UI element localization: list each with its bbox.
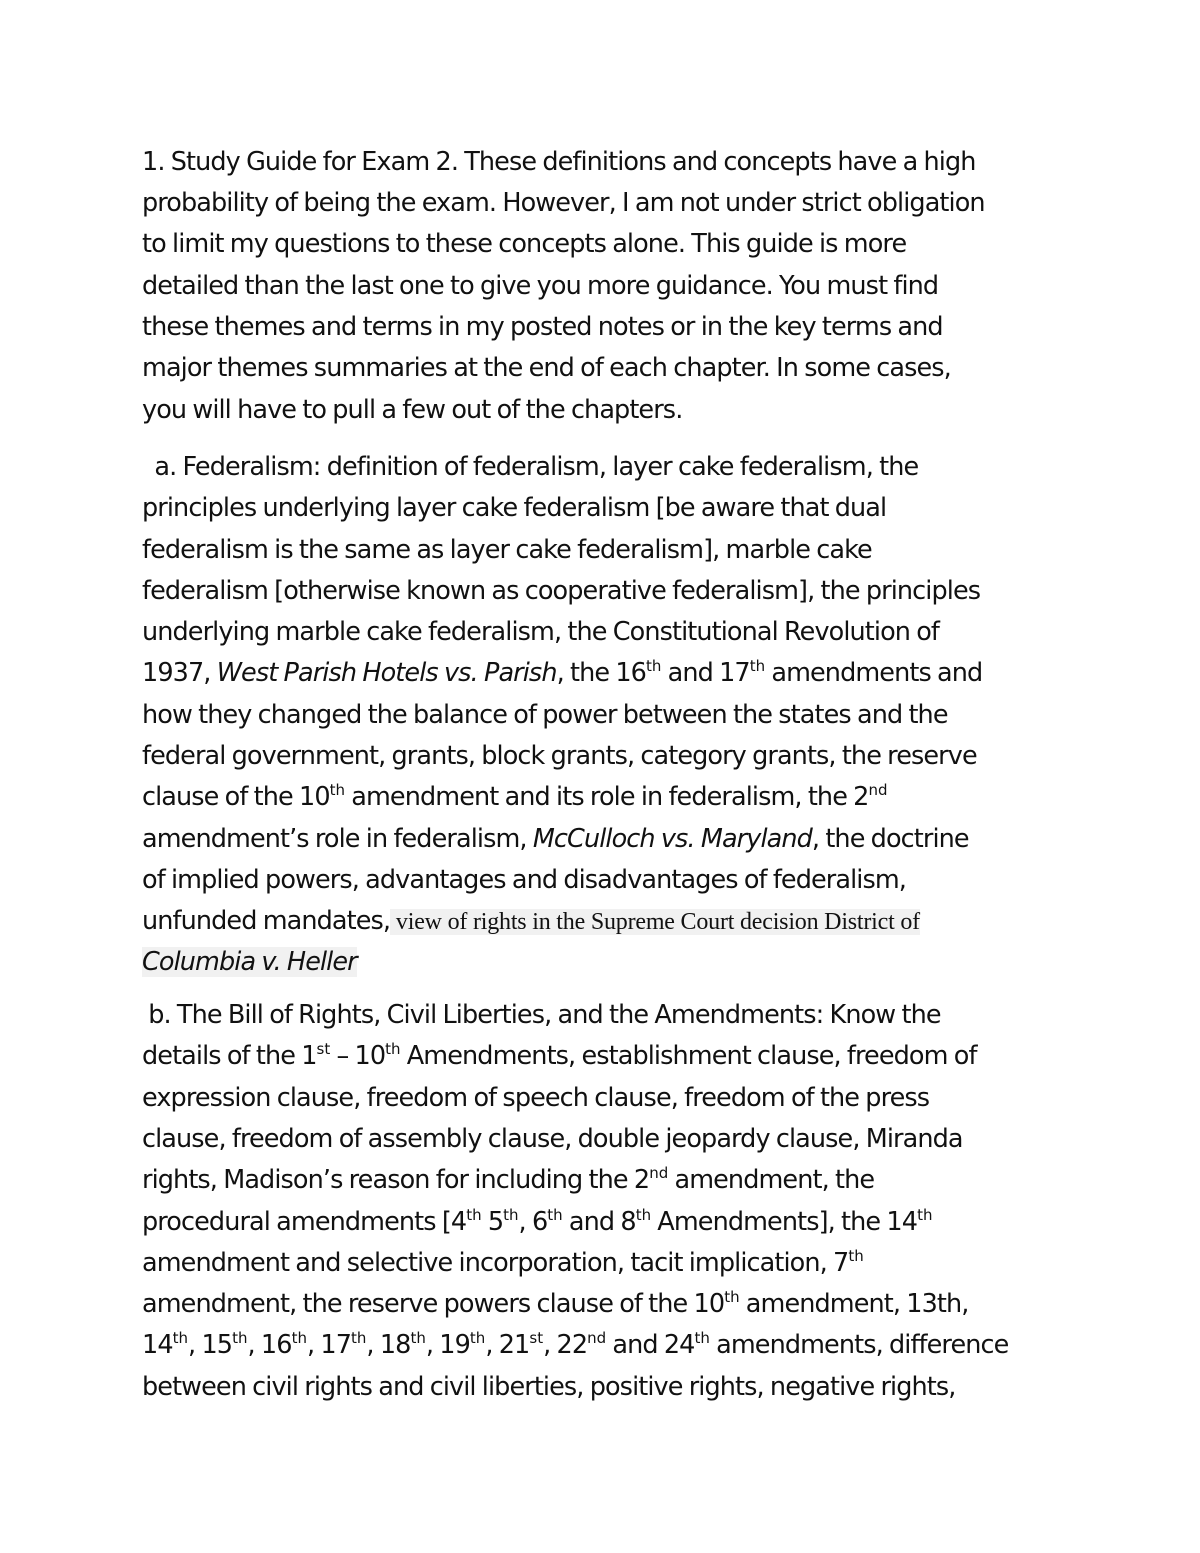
- section-b-line-9: 14th, 15th, 16th, 17th, 18th, 19th, 21st, 22nd and 24th amendments, difference: [142, 1329, 1009, 1360]
- section-b-line-4: clause, freedom of assembly clause, double jeopardy clause, Miranda: [142, 1124, 963, 1154]
- section-a-line-10: amendment’s role in federalism, McCulloch vs. Maryland, the doctrine: [142, 824, 969, 854]
- section-a-line-4: federalism [otherwise known as cooperative federalism], the principles: [142, 576, 981, 606]
- section-a-line-6: 1937, West Parish Hotels vs. Parish, the 16th and 17th amendments and: [142, 657, 983, 688]
- case-name-heller: Columbia v. Heller: [142, 947, 357, 977]
- case-name-west-parish: West Parish Hotels vs. Parish: [216, 658, 557, 688]
- section-a-line-1: a. Federalism: definition of federalism, layer cake federalism, the: [142, 452, 919, 482]
- section-a-line-2: principles underlying layer cake federalism [be aware that dual: [142, 493, 887, 523]
- intro-line-7: you will have to pull a few out of the chapters.: [142, 395, 683, 425]
- intro-line-6: major themes summaries at the end of each chapter. In some cases,: [142, 353, 951, 383]
- section-a-line-12: unfunded mandates, view of rights in the Supreme Court decision District of: [142, 906, 920, 936]
- section-a-line-5: underlying marble cake federalism, the Constitutional Revolution of: [142, 617, 940, 647]
- section-a-line-9: clause of the 10th amendment and its role in federalism, the 2nd: [142, 781, 888, 812]
- section-b-line-1: b. The Bill of Rights, Civil Liberties, and the Amendments: Know the: [142, 1000, 941, 1030]
- section-b-line-8: amendment, the reserve powers clause of the 10th amendment, 13th,: [142, 1288, 969, 1319]
- intro-line-5: these themes and terms in my posted notes or in the key terms and: [142, 312, 943, 342]
- intro-line-3: to limit my questions to these concepts alone. This guide is more: [142, 229, 907, 259]
- section-b-line-2: details of the 1st – 10th Amendments, establishment clause, freedom of: [142, 1040, 977, 1071]
- section-a-line-3: federalism is the same as layer cake federalism], marble cake: [142, 535, 872, 565]
- intro-line-1: 1. Study Guide for Exam 2. These definitions and concepts have a high: [142, 147, 976, 177]
- case-name-mcculloch: McCulloch vs. Maryland: [532, 824, 812, 854]
- section-b-line-3: expression clause, freedom of speech clause, freedom of the press: [142, 1083, 930, 1113]
- section-a-line-11: of implied powers, advantages and disadvantages of federalism,: [142, 865, 906, 895]
- section-b-line-5: rights, Madison’s reason for including the 2nd amendment, the: [142, 1164, 875, 1195]
- section-a-line-8: federal government, grants, block grants, category grants, the reserve: [142, 741, 977, 771]
- section-b-line-7: amendment and selective incorporation, tacit implication, 7th: [142, 1247, 864, 1278]
- section-a-line-7: how they changed the balance of power between the states and the: [142, 700, 948, 730]
- highlighted-inserted-text: view of rights in the Supreme Court decision District of: [390, 909, 920, 935]
- section-a-line-13: [142, 945, 357, 979]
- section-b-line-10: between civil rights and civil liberties, positive rights, negative rights,: [142, 1372, 956, 1402]
- section-b-line-6: procedural amendments [4th 5th, 6th and 8th Amendments], the 14th: [142, 1206, 933, 1237]
- intro-line-4: detailed than the last one to give you more guidance. You must find: [142, 271, 939, 301]
- intro-line-2: probability of being the exam. However, I am not under strict obligation: [142, 188, 985, 218]
